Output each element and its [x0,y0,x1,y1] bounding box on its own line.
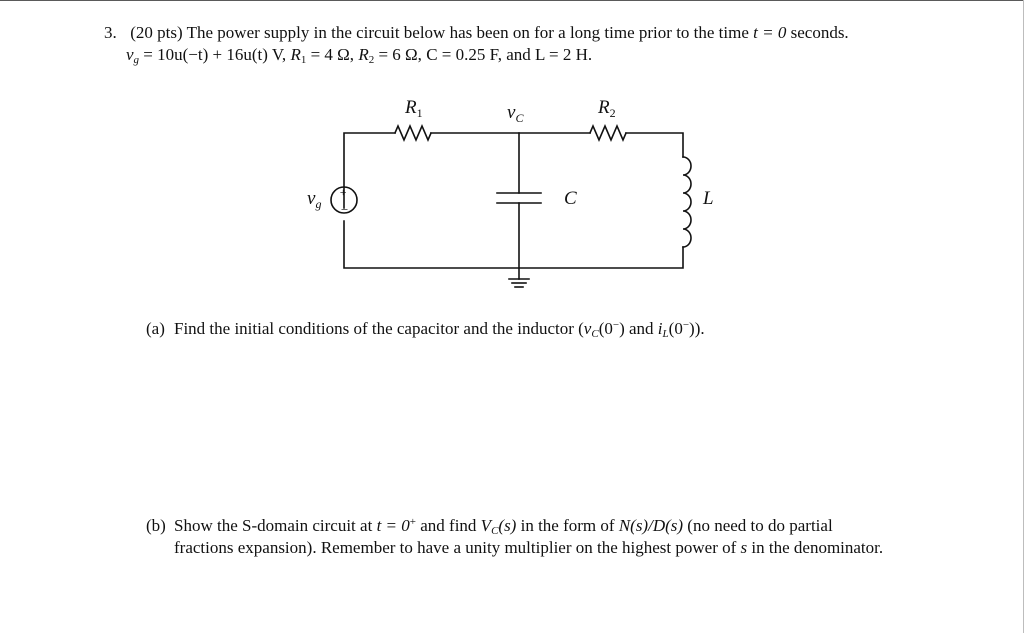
plus-sup: + [409,516,416,528]
wire-top-left [344,133,395,208]
capacitor-label: C [564,188,577,209]
part-b [146,515,946,559]
r2-subscript: 2 [368,54,375,66]
r1-label: $R_1$ [405,97,423,120]
r1-subscript: 1 [300,54,307,66]
Vc-argument: (s) [498,516,517,535]
part-b-line-1 [146,515,946,537]
vg-minus-sign: − [340,202,349,217]
r2-label: $R_2$ [598,97,616,120]
part-b-text-3: in the form of [520,516,615,535]
part-a-and: and [624,319,658,338]
vg-subscript: g [133,54,140,66]
part-b-text-1: Show the S-domain circuit at [174,516,373,535]
r1-symbol: R [290,45,301,64]
wire-inductor-bottom [344,221,683,268]
inductor-coil [683,157,691,247]
vc-node-label: $v_C$ [507,102,524,125]
l-value: L = 2 H. [535,45,593,64]
vc-argument: (0 [598,319,613,338]
Vc-subscript: C [491,525,499,537]
il-minus-sup: − [682,319,690,331]
part-b-label: (b) [146,516,166,535]
vc-minus-sup: − [612,319,620,331]
r2-symbol: R [358,45,369,64]
il-subscript: L [662,328,669,340]
problem-number: 3. [104,23,117,42]
vc-subscript: C [591,328,599,340]
inductor-label: L [703,188,714,209]
vc-symbol: v [583,319,592,338]
vg-symbol: v [126,45,134,64]
vc-close: ) [619,319,625,338]
part-b-text-6: in the denominator. [751,538,884,557]
t-zero-plus: t = 0 [376,516,410,535]
part-b-text-5: fractions expansion). Remember to have a unity multiplier on the highest power of [174,538,737,557]
vg-definition: = 10u(−t) + 16u(t) V, [143,45,287,64]
vg-source-label: $v_g$ [307,188,322,211]
part-b-text-2: and find [420,516,477,535]
problem-points: (20 pts) [130,23,183,42]
r2-resistor [590,126,626,140]
part-b-text-4: (no need to do partial [687,516,833,535]
Vc-symbol: V [480,516,492,535]
il-symbol: i [657,319,663,338]
c-value: C = 0.25 F, [426,45,502,64]
and-word: and [506,45,531,64]
r2-value: = 6 Ω, [378,45,422,64]
il-argument: (0 [668,319,683,338]
part-a-label: (a) [146,319,165,338]
time-condition: t = 0 [753,23,787,42]
r1-value: = 4 Ω, [310,45,355,64]
il-close: )). [689,319,705,338]
part-a-text: Find the initial conditions of the capacitor and the inductor ( [174,319,584,338]
wire-r2-to-inductor [626,133,683,157]
r1-resistor [395,126,431,140]
n-over-d: N(s)/D(s) [618,516,684,535]
vg-plus-sign: + [339,185,348,199]
s-symbol: s [740,538,748,557]
part-b-line-2 [146,537,946,559]
part-a [146,318,946,340]
problem-text: The power supply in the circuit below has been on for a long time prior to the time [186,23,749,42]
problem-text-end: seconds. [790,23,849,42]
